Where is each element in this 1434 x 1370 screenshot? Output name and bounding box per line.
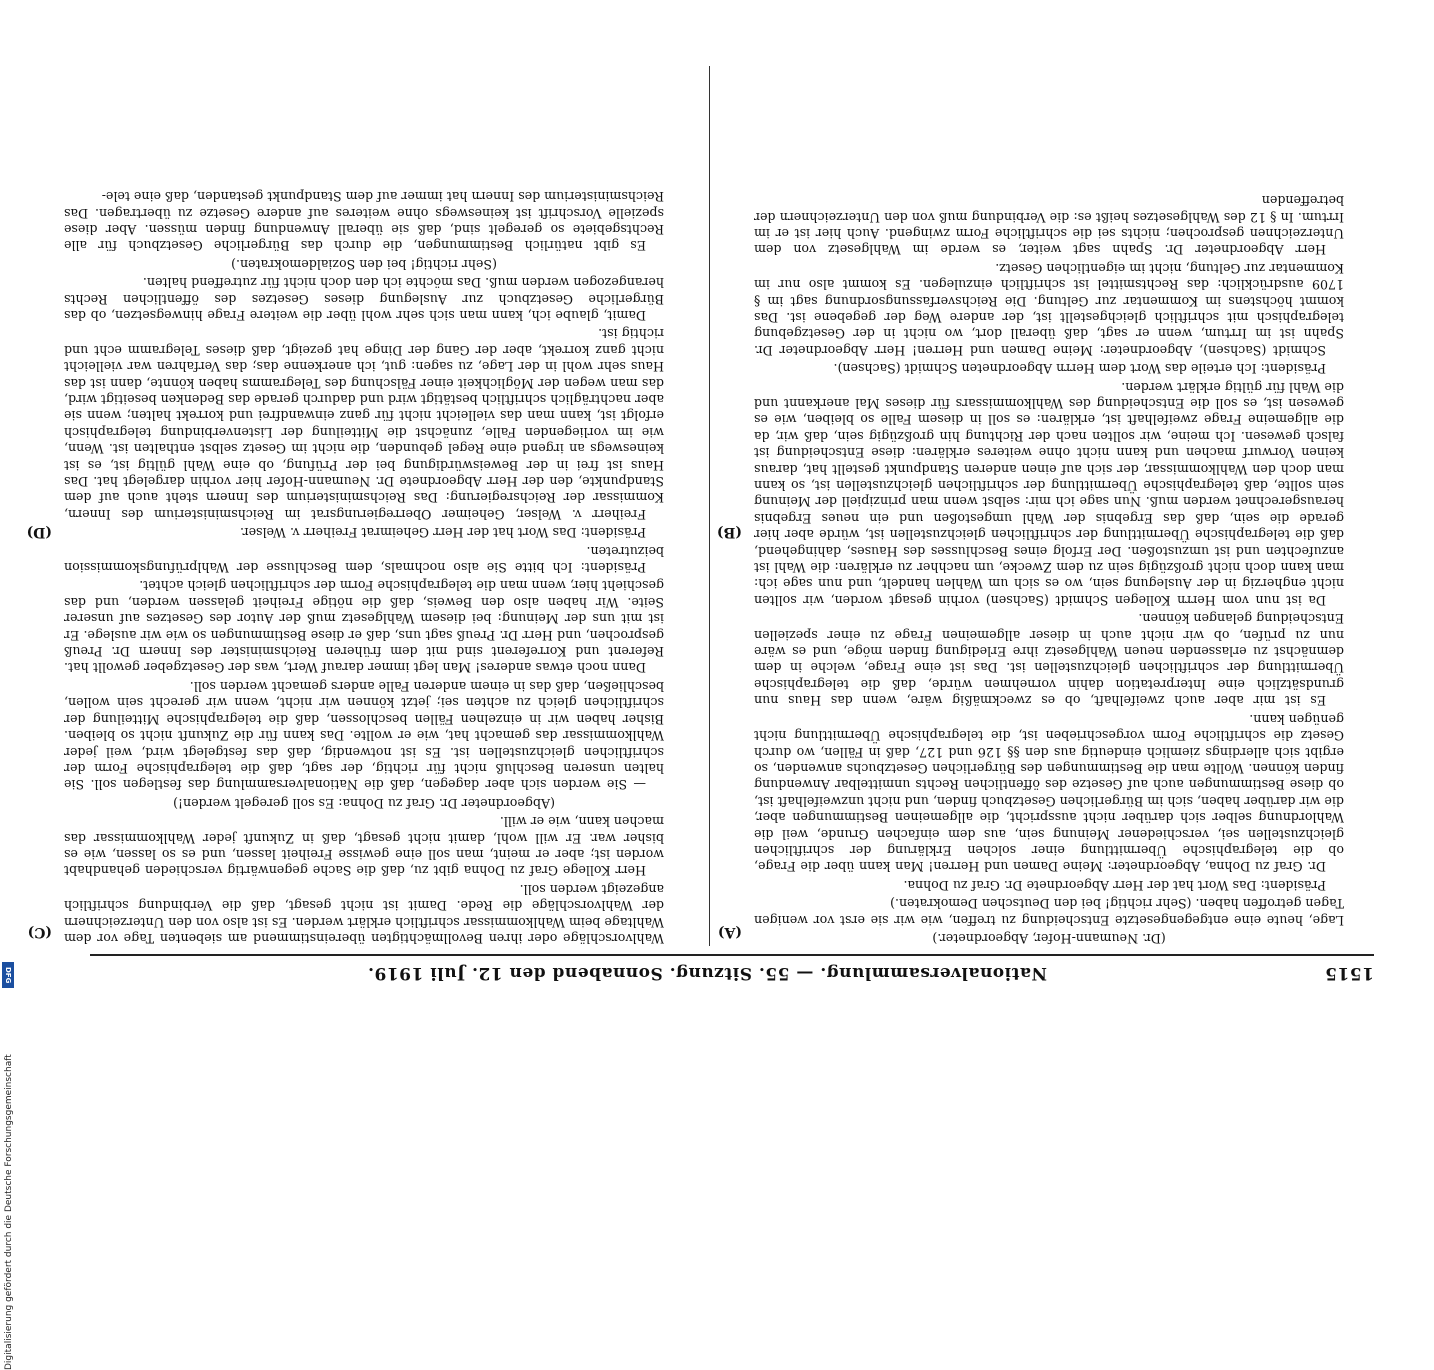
interjection: (Abgeordneter Dr. Graf zu Dohna: Es soll geregelt werden!): [173, 795, 555, 811]
paragraph: Da ist nun vom Herrn Kollegen Schmidt (Sachsen) vorhin gesagt worden, wir sollten nicht engherzig in der Auslegung sein, wo es sich um Wahlen handelt, und nun sage ich: man kann doch nicht großzügig sein zu dem Zwecke, um nachher zu erklären: die Wahl ist anzufechten und ist umzustoßen. Der Erfolg eines Beschlusses des Hauses, dahingehend, daß die telegraphische Übermittlung der schriftlichen gleichzustellen ist, würde aber hier gerade die sein, daß das Ergebnis der Wahl umgestoßen und ein neues Ergebnis herausgerechnet werden muß. Nun sage ich mir: selbst wenn man prinzipiell der Meinung sein sollte, daß telegraphische Übermittlung der schriftlichen gleichzustellen ist, so kann man doch den Wahlkommissar, der sich auf einen anderen Standpunkt gestellt hat, daraus keinen Vorwurf machen und kann nicht ohne weiteres erklären: diese Entscheidung ist falsch gewesen. Ich meine, wir sollten nach der Richtung hin großzügig sein, daß wir, da die allgemeine Frage zweifelhaft ist, erklären: es soll in diesem Falle so bleiben, wie es gewesen ist, es soll die Entscheidung des Wahlkommissars für dieses Mal anerkannt und die Wahl für gültig erklärt werden.: [754, 379, 1344, 608]
paragraph: Dr. Graf zu Dohna, Abgeordneter: Meine Damen und Herren! Man kann über die Frage, ob die telegraphische Übermittlung einer solchen Erklärung der schriftlichen gleichzustellen sei, verschiedener Meinung sein, aus dem einfachen Grunde, weil die Wahlordnung selber sich darüber nicht ausspricht, die allgemeinen Bestimmungen aber, die wir darüber haben, sich im Bürgerlichen Gesetzbuch finden, und nicht unzweifelhaft ist, ob diese Bestimmungen auch auf Gesetze des öffentlichen Rechts unmittelbar Anwendung finden können. Wollte man die Bestimmungen des Bürgerlichen Gesetzbuchs anwenden, so ergibt sich allerdings ziemlich eindeutig aus den §§ 126 und 127, daß in Fällen, wo durch Gesetz die schriftliche Form vorgeschrieben ist, die telegraphische Übermittlung nicht genügen kann.: [754, 711, 1344, 875]
paragraph: Damit, glaube ich, kann man sich sehr wohl über die weitere Frage hinwegsetzen, ob das Bürgerliche Gesetzbuch zur Auslegung dieses Gesetzes des öffentlichen Rechts herangezogen werden muß. Das möchte ich den doch nicht für zutreffend halten.: [64, 275, 664, 323]
column-divider: [709, 66, 710, 946]
running-title: Nationalversammlung. — 55. Sitzung. Sonnabend den 12. Juli 1919.: [367, 963, 1048, 983]
dfg-logo: DFG: [2, 962, 14, 988]
paragraph: Es gibt natürlich Bestimmungen, die durch das Bürgerliche Gesetzbuch für alle Rechtsgebiete so geregelt sind, daß sie überall Anwendung finden müssen. Aber diese spezielle Vorschrift ist keineswegs ohne weiteres auf andere Gesetze zu übertragen. Das Reichsministerium des Innern hat immer auf dem Standpunkt gestanden, daß eine tele-: [64, 189, 664, 254]
digitization-credit: [4, 600, 16, 1370]
paragraph: — Sie werden sich aber dagegen, daß die Nationalversammlung das festlegen soll. Sie halten unseren Beschluß nicht für richtig, der sagt, daß die telegraphische Form der schriftlichen gleichzustellen ist. Es ist notwendig, daß das festgelegt wird, weil jeder Wahlkommissar das gemacht hat, wie er wollte. Das kann für die Zukunft nicht so bleiben. Bisher haben wir in einzelnen Fällen beschlossen, daß die telegraphische Mitteilung der schriftlichen gleich zu achten sei; jetzt können wir nicht, wenn wir gerecht sein wollen, beschließen, daß das in einem anderen Falle anders gemacht werden soll.: [64, 678, 664, 793]
margin-marker-d: (D): [26, 524, 52, 540]
paragraph: Herr Kollege Graf zu Dohna gibt zu, daß die Sache gegenwärtig verschieden gehandhabt worden ist; aber er meint, man soll eine gewisse Freiheit lassen, und es so lassen, wie es bisher war. Er will wohl, damit nicht gesagt, daß in Zukunft jeder Wahlkommissar das machen kann, wie er will.: [64, 814, 664, 879]
paragraph: Präsident: Ich erteile das Wort dem Herrn Abgeordneten Schmidt (Sachsen).: [833, 361, 1326, 377]
margin-marker-a: (A): [717, 924, 742, 940]
paragraph: Dann noch etwas anderes! Man legt immer darauf Wert, was der Gesetzgeber gewollt hat. Referent und Korreferent sind mit dem früheren Reichsminister des Innern Dr. Preuß gesprochen, und Herr Dr. Preuß sagt uns, daß er diese Bestimmungen so wie wir auslege. Er ist mit uns der Meinung: bei diesem Wahlgesetz muß der Autor des Gesetzes auf unserer Seite. Wir haben also den Beweis, daß die nötige Freiheit gelassen werden, und das geschieht hier, wenn man die telegraphische Form der schriftlichen gleich achtet.: [64, 578, 664, 676]
paragraph: Präsident: Ich bitte Sie also nochmals, dem Beschlusse der Wahlprüfungskommission beizutreten.: [64, 543, 664, 576]
margin-marker-c: (C): [27, 924, 52, 940]
credit-text: Digitalisierung gefördert durch die Deutsche Forschungsgemeinschaft: [4, 1054, 14, 1370]
speaker-continuation: (Dr. Neumann-Hofer, Abgeordneter.): [932, 931, 1166, 946]
paragraph: Herr Abgeordneter Dr. Spahn sagt weiter, es werde im Wahlgesetz von dem Unterzeichnen gesprochen; nichts sei die schriftliche Form zwingend. Auch hier ist er im Irrtum. In § 12 des Wahlgesetzes heißt es: die Verbindung muß von den Unterzeichnern der betreffenden: [754, 193, 1344, 258]
running-head: [90, 960, 1374, 986]
header-rule: [90, 954, 1374, 956]
right-column: [64, 66, 664, 946]
paragraph: Wahlvorschläge oder ihren Bevollmächtigten übereinstimmend am siebenten Tage vor dem Wahltage beim Wahlkommissar schriftlich erklärt werden. Es ist also von den Unterzeichnern der Wahlvorschläge die Rede. Damit ist nicht gesagt, daß die Verbindung schriftlich angezeigt werden soll.: [64, 881, 664, 946]
interjection: (Sehr richtig! bei den Sozialdemokraten.): [231, 256, 497, 272]
paragraph: Lage, heute eine entgegengesetzte Entscheidung zu treffen, wie wir sie erst vor wenigen Tagen getroffen haben. (Sehr richtig! bei den Deutschen Demokraten.): [754, 896, 1344, 928]
paragraph: Präsident: Das Wort hat der Herr Abgeordnete Dr. Graf zu Dohna.: [903, 877, 1326, 893]
page-number: 1515: [1324, 963, 1374, 983]
paragraph: Es ist mir aber auch zweifelhaft, ob es zweckmäßig wäre, wenn das Haus nun grundsätzlich eine Interpretation dahin vornehmen würde, daß die telegraphische Übermittlung der schriftlichen gleichzustellen ist. Das ist eine Frage, welche in dem demnächst zu erlassenden neuen Wahlgesetz ihre Erledigung finden möge, und es wäre nun zu prüfen, ob wir nicht auch in dieser allgemeinen Frage zu einer speziellen Entscheidung gelangen können.: [754, 611, 1344, 709]
left-column: [754, 66, 1344, 946]
margin-marker-b: (B): [716, 524, 742, 540]
paragraph: Präsident: Das Wort hat der Herr Geheimrat Freiherr v. Welser.: [239, 525, 646, 541]
paragraph: Schmidt (Sachsen), Abgeordneter: Meine Damen und Herren! Herr Abgeordneter Dr. Spahn ist im Irrtum, wenn er sagt, daß überall dort, wo nicht in der Gesetzgebung telegraphisch mit schriftlich gleichgestellt ist, der andere Weg der gegebene ist. Das kommt höchstens im Kommentar zur Geltung. Die Reichsverfassungsordnung sagt im § 1709 ausdrücklich: das Rechtsmittel ist schriftlich einzulegen. Es kommt also nur im Kommentar zur Geltung, nicht im eigentlichen Gesetz.: [754, 260, 1344, 358]
paragraph: Freiherr v. Welser, Geheimer Oberregierungsrat im Reichsministerium des Innern, Kommissar der Reichsregierung: Das Reichsministerium des Innern steht auch auf dem Standpunkte, den der Herr Abgeordnete Dr. Neumann-Hofer hier vorhin dargelegt hat. Das Haus ist frei in der Beweiswürdigung bei der Prüfung, ob eine Wahl gültig ist, es ist keineswegs an irgend eine Regel gebunden, die nicht im Gesetz selbst enthalten ist. Wenn, wie im vorliegenden Falle, zunächst die Mitteilung der Listenverbindung telegraphisch erfolgt ist, kann man das vielleicht nicht für ganz einwandfrei und korrekt halten; wenn sie aber nachträglich schriftlich bestätigt wird und dadurch gerade das Bedenken beseitigt wird, das man wegen der Möglichkeit einer Fälschung des Telegramms haben könnte, dann ist das Haus sehr wohl in der Lage, zu sagen: gut, ich anerkenne das; das Verfahren war vielleicht nicht ganz korrekt, aber der Gang der Dinge hat gezeigt, daß dieses Telegramm echt und richtig ist.: [64, 326, 664, 522]
